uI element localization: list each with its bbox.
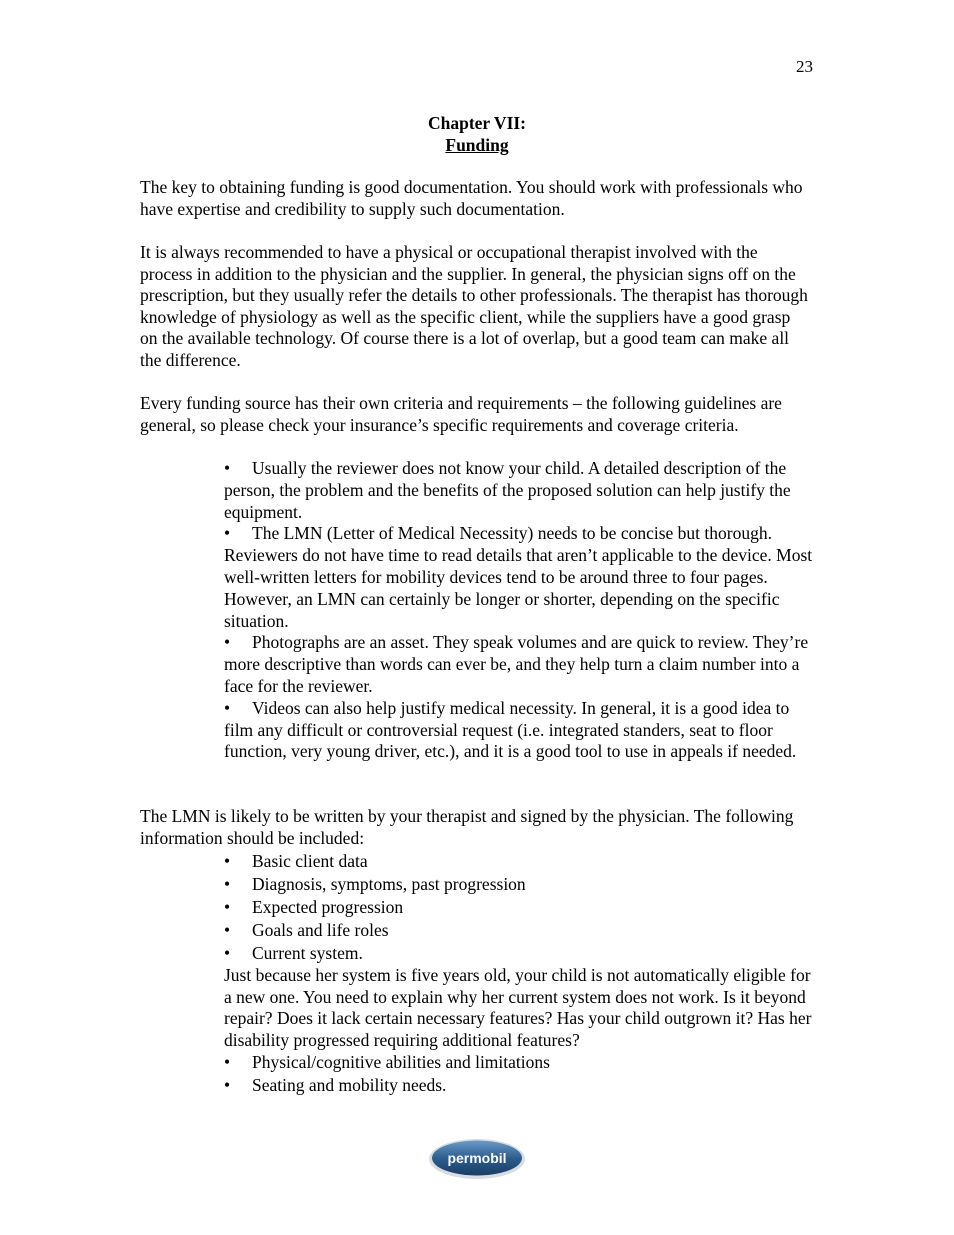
list-item-text: The LMN (Letter of Medical Necessity) needs to be concise but thorough. Reviewers do not have time to read details that aren’t applicable to the device. Most well-written letters for mobility devices tend to be around three to four pages. However, an LMN can certainly be longer or shorter, depending on the specific situation.: [224, 523, 813, 631]
list-item: [224, 919, 814, 942]
bullet-icon: •: [224, 632, 231, 653]
paragraph-funding-source: [140, 393, 812, 436]
list-item: [224, 698, 814, 763]
bullet-icon: •: [224, 943, 231, 963]
list-item-text: Photographs are an asset. They speak volumes and are quick to review. They’re more descriptive than words can ever be, and they help turn a claim number into a face for the reviewer.: [224, 632, 809, 696]
bullet-icon: •: [224, 1052, 231, 1073]
list-item-text: Diagnosis, symptoms, past progression: [252, 874, 526, 894]
logo-text: permobil: [447, 1150, 507, 1166]
bullet-icon: •: [224, 523, 231, 544]
list-item: [224, 632, 814, 697]
paragraph: The LMN is likely to be written by your therapist and signed by the physician. The following information should be included:: [140, 806, 794, 848]
bullet-icon: •: [224, 851, 231, 871]
list-item-text: Basic client data: [252, 851, 368, 871]
bullet-icon: •: [224, 874, 231, 894]
paragraph: The key to obtaining funding is good documentation. You should work with professionals who have expertise and credibility to supply such documentation.: [140, 177, 803, 219]
list-item-text: Goals and life roles: [252, 920, 389, 940]
list-item: [224, 458, 814, 523]
list-item: [224, 1051, 814, 1074]
list-item-text: Videos can also help justify medical necessity. In general, it is a good idea to film any difficult or controversial request (i.e. integrated standers, seat to floor function, very young driver, etc.), and it is a good tool to use in appeals if needed.: [224, 697, 797, 762]
paragraph: It is always recommended to have a physical or occupational therapist involved with the process in addition to the physician and the supplier. In general, the physician signs off on the prescription, but they usually refer the details to other professionals. The therapist has thorough knowledge of physiology as well as the specific client, while the suppliers have a good grasp on the available technology. Of course there is a lot of overlap, but a good team can make all the difference.: [140, 242, 808, 370]
list-item-text: Expected progression: [252, 897, 404, 917]
list-item: [224, 942, 814, 965]
lmn-list: [224, 850, 814, 1097]
list-item: [224, 1074, 814, 1097]
list-item-text: Seating and mobility needs.: [252, 1075, 447, 1096]
list-item: [224, 896, 814, 919]
bullet-icon: •: [224, 697, 231, 718]
page-number: 23: [796, 57, 813, 76]
paragraph-lmn-intro: [140, 806, 812, 849]
current-system-note: Just because her system is five years old, your child is not automatically eligible for a new one. You need to explain why her current system does not work. Is it beyond repair? Does it lack certain necessary features? Has your child outgrown it? Has her disability progressed requiring additional features?: [224, 965, 812, 1050]
bullet-icon: •: [224, 458, 231, 478]
paragraph-intro: [140, 177, 812, 220]
paragraph: Every funding source has their own criteria and requirements – the following guidelines are general, so please check your insurance’s specific requirements and coverage criteria.: [140, 393, 782, 435]
permobil-logo: [427, 1136, 527, 1182]
guidelines-list: [224, 458, 814, 763]
bullet-icon: •: [224, 920, 231, 940]
list-item: [224, 873, 814, 896]
list-item-text: Physical/cognitive abilities and limitations: [252, 1052, 550, 1073]
bullet-icon: •: [224, 1075, 231, 1096]
list-item: [224, 523, 814, 632]
list-item-text: Usually the reviewer does not know your child. A detailed description of the person, the problem and the benefits of the proposed solution can help justify the equipment.: [224, 458, 791, 522]
chapter-heading: [0, 112, 954, 156]
paragraph-therapist: [140, 242, 812, 372]
bullet-icon: •: [224, 897, 231, 917]
chapter-title: Funding: [445, 135, 509, 155]
list-item-text: Current system.: [252, 943, 363, 963]
list-item: [224, 850, 814, 873]
chapter-number: Chapter VII:: [427, 113, 527, 133]
